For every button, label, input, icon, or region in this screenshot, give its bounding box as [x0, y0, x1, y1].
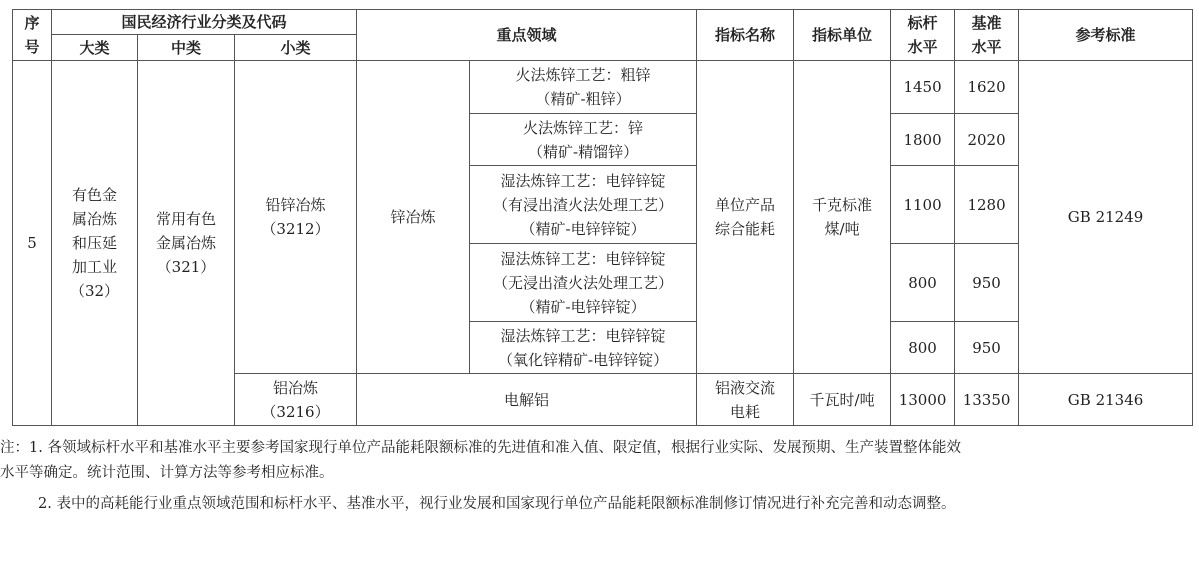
benchmark-value: 800	[891, 322, 955, 374]
header-seq: 序 号	[13, 10, 52, 61]
header-middle: 中类	[138, 35, 235, 61]
process-desc: 湿法炼锌工艺：电锌锌锭 （氧化锌精矿-电锌锌锭）	[470, 322, 697, 374]
header-indicator-name: 指标名称	[697, 10, 794, 61]
reference-zinc: GB 21249	[1019, 61, 1193, 374]
baseline-value: 2020	[955, 114, 1019, 166]
benchmark-value: 13000	[891, 374, 955, 426]
process-desc: 湿法炼锌工艺：电锌锌锭 （无浸出渣火法处理工艺） （精矿-电锌锌锭）	[470, 244, 697, 322]
baseline-value: 13350	[955, 374, 1019, 426]
minor-category-aluminum: 铝冶炼 （3216）	[235, 374, 357, 426]
process-desc: 火法炼锌工艺：锌 （精矿-精馏锌）	[470, 114, 697, 166]
baseline-value: 950	[955, 322, 1019, 374]
row-seq: 5	[13, 61, 52, 426]
header-benchmark: 标杆 水平	[891, 10, 955, 61]
benchmark-value: 800	[891, 244, 955, 322]
table-row	[13, 61, 1193, 114]
baseline-value: 950	[955, 244, 1019, 322]
baseline-value: 1280	[955, 166, 1019, 244]
benchmark-value: 1100	[891, 166, 955, 244]
energy-benchmark-table	[12, 9, 1193, 426]
header-field: 重点领域	[357, 10, 697, 61]
note-1-line-2: 水平等确定。统计范围、计算方法等参考相应标准。	[0, 465, 334, 481]
header-baseline: 基准 水平	[955, 10, 1019, 61]
header-indicator-unit: 指标单位	[794, 10, 891, 61]
reference-aluminum: GB 21346	[1019, 374, 1193, 426]
baseline-value: 1620	[955, 61, 1019, 114]
indicator-name-aluminum: 铝液交流 电耗	[697, 374, 794, 426]
header-major: 大类	[52, 35, 138, 61]
field-zinc: 锌冶炼	[357, 61, 470, 374]
header-minor: 小类	[235, 35, 357, 61]
note-2: 2. 表中的高耗能行业重点领域范围和标杆水平、基准水平，视行业发展和国家现行单位产品能耗限额标准制修订情况进行补充完善和动态调整。	[38, 496, 956, 512]
benchmark-value: 1450	[891, 61, 955, 114]
header-reference: 参考标准	[1019, 10, 1193, 61]
indicator-unit-zinc: 千克标准 煤/吨	[794, 61, 891, 374]
benchmark-value: 1800	[891, 114, 955, 166]
process-desc: 火法炼锌工艺：粗锌 （精矿-粗锌）	[470, 61, 697, 114]
minor-category-zinc: 铅锌冶炼 （3212）	[235, 61, 357, 374]
process-desc: 湿法炼锌工艺：电锌锌锭 （有浸出渣火法处理工艺） （精矿-电锌锌锭）	[470, 166, 697, 244]
header-industry-group: 国民经济行业分类及代码	[52, 10, 357, 35]
major-category: 有色金 属冶炼 和压延 加工业 （32）	[52, 61, 138, 426]
middle-category: 常用有色 金属冶炼 （321）	[138, 61, 235, 426]
indicator-unit-aluminum: 千瓦时/吨	[794, 374, 891, 426]
indicator-name-zinc: 单位产品 综合能耗	[697, 61, 794, 374]
table-notes	[0, 436, 1199, 517]
note-1-line-1: 注：1. 各领域标杆水平和基准水平主要参考国家现行单位产品能耗限额标准的先进值和准入值、限定值，根据行业实际、发展预期、生产装置整体能效	[0, 440, 961, 456]
field-aluminum: 电解铝	[357, 374, 697, 426]
